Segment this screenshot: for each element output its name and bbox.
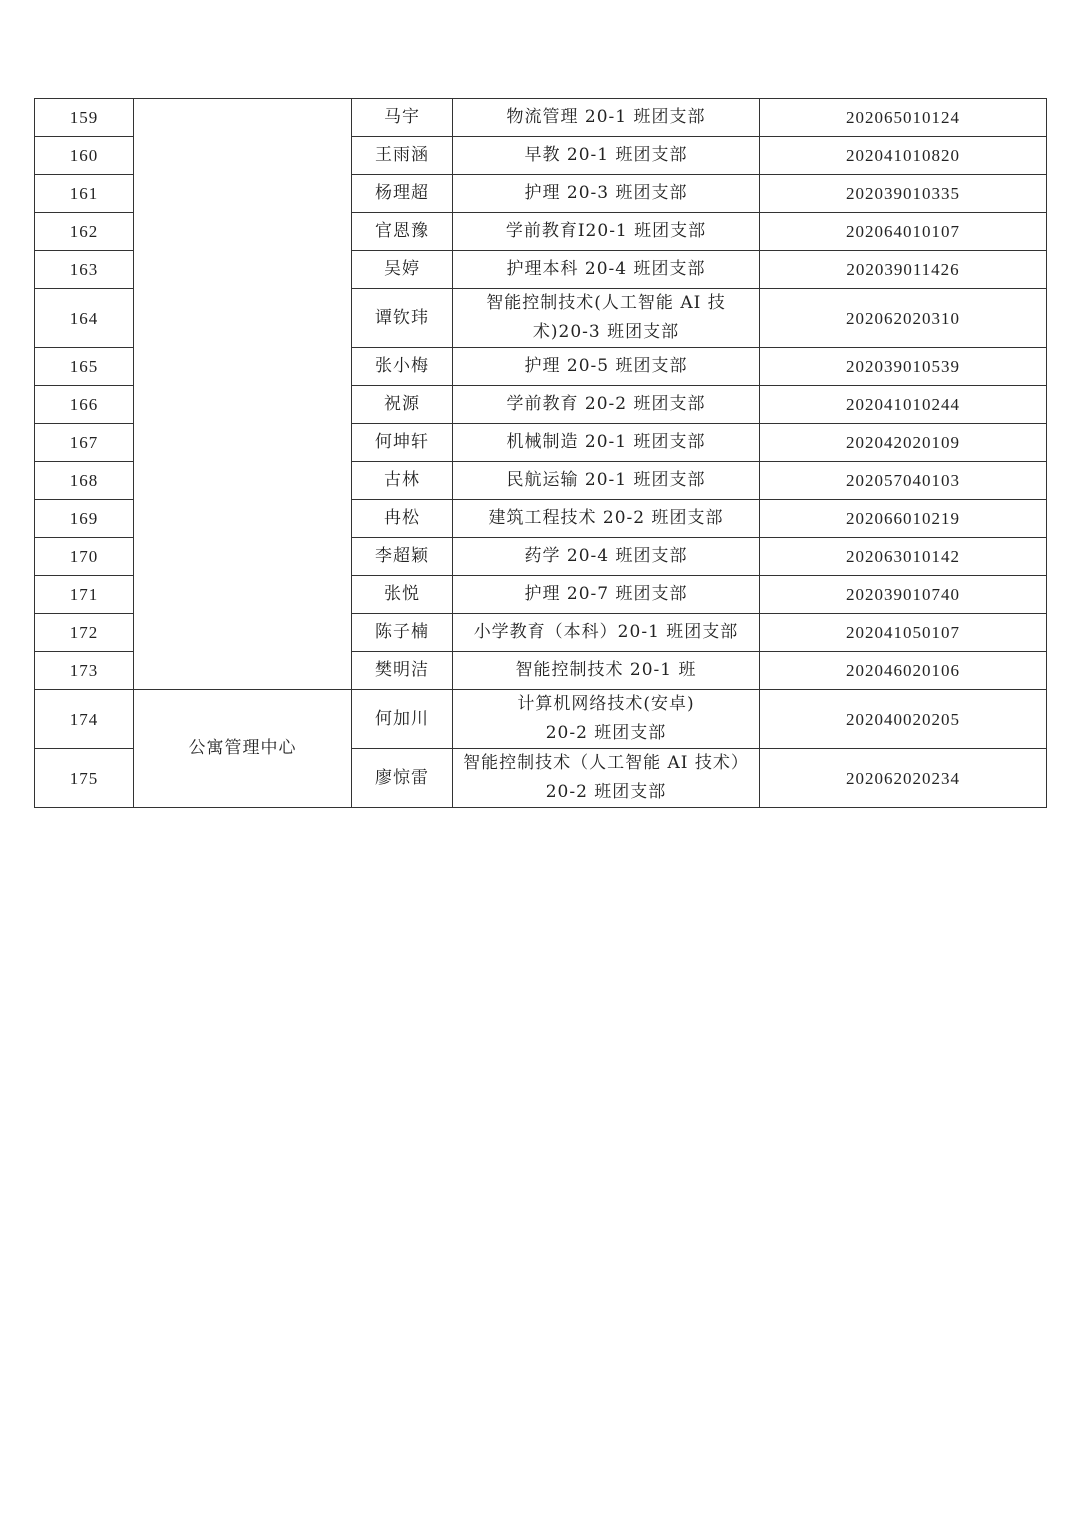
student-id: 202041010820 [760, 137, 1047, 175]
class-branch [453, 386, 760, 424]
class-branch-line: 机械制造 20-1 班团支部 [506, 432, 706, 452]
class-branch-line: 智能控制技术（人工智能 AI 技术） [463, 753, 749, 773]
student-id: 202064010107 [760, 213, 1047, 251]
class-branch-line: 20-2 班团支部 [545, 782, 667, 802]
student-id: 202062020310 [760, 289, 1047, 348]
student-id: 202040020205 [760, 690, 1047, 749]
row-number: 168 [35, 462, 134, 500]
student-id: 202042020109 [760, 424, 1047, 462]
row-number: 159 [35, 99, 134, 137]
row-number: 161 [35, 175, 134, 213]
class-branch-line: 药学 20-4 班团支部 [524, 546, 688, 566]
class-branch [453, 424, 760, 462]
class-branch-line: 民航运输 20-1 班团支部 [506, 470, 706, 490]
unit-cell [134, 99, 352, 690]
member-name: 祝源 [352, 386, 453, 424]
student-id: 202062020234 [760, 749, 1047, 808]
row-number: 162 [35, 213, 134, 251]
class-branch [453, 500, 760, 538]
student-id: 202065010124 [760, 99, 1047, 137]
class-branch [453, 538, 760, 576]
class-branch-line: 学前教育 20-2 班团支部 [506, 394, 706, 414]
row-number: 164 [35, 289, 134, 348]
member-name: 冉松 [352, 500, 453, 538]
row-number: 166 [35, 386, 134, 424]
student-id: 202066010219 [760, 500, 1047, 538]
class-branch [453, 614, 760, 652]
class-branch-line: 计算机网络技术(安卓) [517, 694, 695, 714]
table-row [35, 99, 1047, 137]
roster-body [35, 99, 1047, 808]
row-number: 171 [35, 576, 134, 614]
member-name: 何坤轩 [352, 424, 453, 462]
class-branch [453, 289, 760, 348]
unit-cell: 公寓管理中心 [134, 690, 352, 808]
student-id: 202041010244 [760, 386, 1047, 424]
member-name: 王雨涵 [352, 137, 453, 175]
class-branch-line: 术)20-3 班团支部 [532, 322, 680, 342]
member-name: 张小梅 [352, 348, 453, 386]
row-number: 163 [35, 251, 134, 289]
member-name: 官恩豫 [352, 213, 453, 251]
class-branch [453, 749, 760, 808]
class-branch-line: 护理 20-3 班团支部 [524, 183, 688, 203]
row-number: 169 [35, 500, 134, 538]
member-name: 杨理超 [352, 175, 453, 213]
row-number: 172 [35, 614, 134, 652]
student-id: 202057040103 [760, 462, 1047, 500]
class-branch [453, 175, 760, 213]
class-branch-line: 早教 20-1 班团支部 [524, 145, 688, 165]
row-number: 175 [35, 749, 134, 808]
class-branch [453, 576, 760, 614]
table-row [35, 690, 1047, 749]
member-name: 古林 [352, 462, 453, 500]
student-id: 202039010539 [760, 348, 1047, 386]
class-branch [453, 137, 760, 175]
class-branch [453, 213, 760, 251]
class-branch-line: 小学教育（本科）20-1 班团支部 [473, 622, 739, 642]
class-branch [453, 251, 760, 289]
member-name: 何加川 [352, 690, 453, 749]
class-branch-line: 护理 20-7 班团支部 [524, 584, 688, 604]
row-number: 173 [35, 652, 134, 690]
row-number: 167 [35, 424, 134, 462]
student-id: 202046020106 [760, 652, 1047, 690]
member-name: 陈子楠 [352, 614, 453, 652]
member-name: 马宇 [352, 99, 453, 137]
member-name: 李超颖 [352, 538, 453, 576]
class-branch [453, 690, 760, 749]
roster-table [34, 98, 1047, 808]
member-name: 廖惊雷 [352, 749, 453, 808]
member-name: 樊明洁 [352, 652, 453, 690]
member-name: 吴婷 [352, 251, 453, 289]
member-name: 张悦 [352, 576, 453, 614]
class-branch-line: 20-2 班团支部 [545, 723, 667, 743]
row-number: 170 [35, 538, 134, 576]
class-branch-line: 学前教育Ⅰ20-1 班团支部 [505, 221, 707, 241]
class-branch-line: 智能控制技术(人工智能 AI 技 [486, 293, 726, 313]
class-branch-line: 物流管理 20-1 班团支部 [506, 107, 706, 127]
class-branch-line: 智能控制技术 20-1 班 [515, 660, 697, 680]
class-branch-line: 护理本科 20-4 班团支部 [506, 259, 706, 279]
class-branch-line: 建筑工程技术 20-2 班团支部 [488, 508, 724, 528]
class-branch [453, 99, 760, 137]
class-branch [453, 462, 760, 500]
row-number: 165 [35, 348, 134, 386]
student-id: 202039010335 [760, 175, 1047, 213]
row-number: 174 [35, 690, 134, 749]
student-id: 202039010740 [760, 576, 1047, 614]
member-name: 谭钦玮 [352, 289, 453, 348]
student-id: 202041050107 [760, 614, 1047, 652]
student-id: 202039011426 [760, 251, 1047, 289]
student-id: 202063010142 [760, 538, 1047, 576]
class-branch-line: 护理 20-5 班团支部 [524, 356, 688, 376]
row-number: 160 [35, 137, 134, 175]
class-branch [453, 348, 760, 386]
class-branch [453, 652, 760, 690]
